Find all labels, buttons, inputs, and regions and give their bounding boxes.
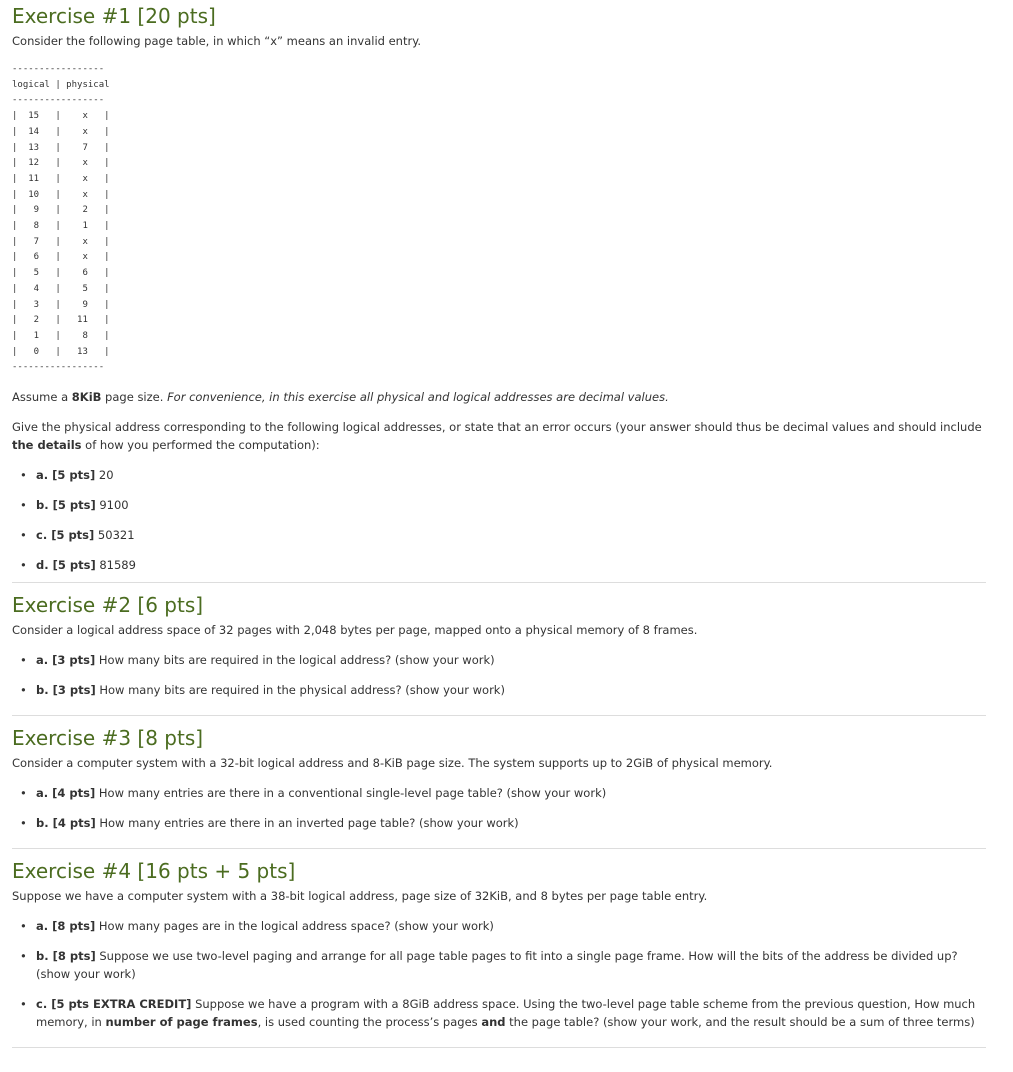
exercise-4-questions xyxy=(12,917,986,1031)
page-size-value: 8KiB xyxy=(71,390,102,405)
exercise-3-section xyxy=(12,716,986,849)
bullet-icon: • xyxy=(20,468,27,483)
question-1d: • d. [5 pts] 81589 xyxy=(20,558,136,573)
question-1c: • c. [5 pts] 50321 xyxy=(20,528,135,543)
question-4c: • c. [5 pts EXTRA CREDIT] Suppose we have a program with a 8GiB address space. Using the two-level page table scheme from the previous question, How much memory, in number of page frames, is used counting the process’s pages and the page table? (show your work, and the result should be a sum of three terms) xyxy=(20,997,976,1030)
exercise-4-title: Exercise #4 [16 pts + 5 pts] xyxy=(12,859,296,884)
bullet-icon: • xyxy=(20,786,27,801)
exercise-2-title: Exercise #2 [6 pts] xyxy=(12,593,204,618)
decimal-note: For convenience, in this exercise all physical and logical addresses are decimal values. xyxy=(167,390,669,405)
exercise-1-section xyxy=(12,3,986,583)
exercise-3-title: Exercise #3 [8 pts] xyxy=(12,726,204,751)
exercise-2-questions xyxy=(12,651,986,699)
bullet-icon: • xyxy=(20,919,27,934)
bullet-icon: • xyxy=(20,997,27,1012)
bullet-icon: • xyxy=(20,558,27,573)
exercise-1-intro: Consider the following page table, in which “x” means an invalid entry. xyxy=(12,34,422,48)
question-4a: • a. [8 pts] How many pages are in the logical address space? (show your work) xyxy=(20,919,494,934)
exercise-1-questions xyxy=(12,466,986,574)
exercise-3-intro: Consider a computer system with a 32-bit logical address and 8-KiB page size. The system supports up to 2GiB of physical memory. xyxy=(12,756,773,771)
bullet-icon: • xyxy=(20,653,27,668)
exercise-4-intro: Suppose we have a computer system with a 38-bit logical address, page size of 32KiB, and 8 bytes per page table entry. xyxy=(12,889,708,904)
exercise-4-section xyxy=(12,849,986,1048)
bullet-icon: • xyxy=(20,816,27,831)
question-2a: • a. [3 pts] How many bits are required in the logical address? (show your work) xyxy=(20,653,495,668)
question-1a: • a. [5 pts] 20 xyxy=(20,468,114,483)
question-3a: • a. [4 pts] How many entries are there in a conventional single-level page table? (show your work) xyxy=(20,786,607,801)
question-1b: • b. [5 pts] 9100 xyxy=(20,498,129,513)
exercise-2-section xyxy=(12,583,986,716)
question-4b: • b. [8 pts] Suppose we use two-level paging and arrange for all page table pages to fit into a single page frame. How will the bits of the address be divided up? (show your work) xyxy=(20,949,958,982)
bullet-icon: • xyxy=(20,498,27,513)
exercise-2-intro: Consider a logical address space of 32 pages with 2,048 bytes per page, mapped onto a physical memory of 8 frames. xyxy=(12,623,698,638)
page-table: ----------------- logical | physical ----------------- | 15 | x | | 14 | x | | 13 | 7 | | 12 | x | | 11 | x | | 10 | x | | 9 | 2 | | 8 | 1 | | 7 | x | | 6 | x | | 5 | 6 | | 4 | 5 | | 3 | 9 | | 2 | 11 | | 1 | 8 | | 0 | 13 | ----------------- xyxy=(12,64,110,373)
exercise-3-questions xyxy=(12,784,986,832)
question-3b: • b. [4 pts] How many entries are there in an inverted page table? (show your work) xyxy=(20,816,519,831)
bullet-icon: • xyxy=(20,528,27,543)
exercise-1-title: Exercise #1 [20 pts] xyxy=(12,4,216,28)
bullet-icon: • xyxy=(20,949,27,964)
question-2b: • b. [3 pts] How many bits are required in the physical address? (show your work) xyxy=(20,683,505,698)
bullet-icon: • xyxy=(20,683,27,698)
exercise-1-instructions: Give the physical address corresponding to the following logical addresses, or state that an error occurs (your answer should thus be decimal values and should include the details of how you performed the computation): xyxy=(12,420,982,453)
page-size-assumption: Assume a 8KiB page size. For convenience, in this exercise all physical and logical addresses are decimal values. xyxy=(12,390,669,405)
